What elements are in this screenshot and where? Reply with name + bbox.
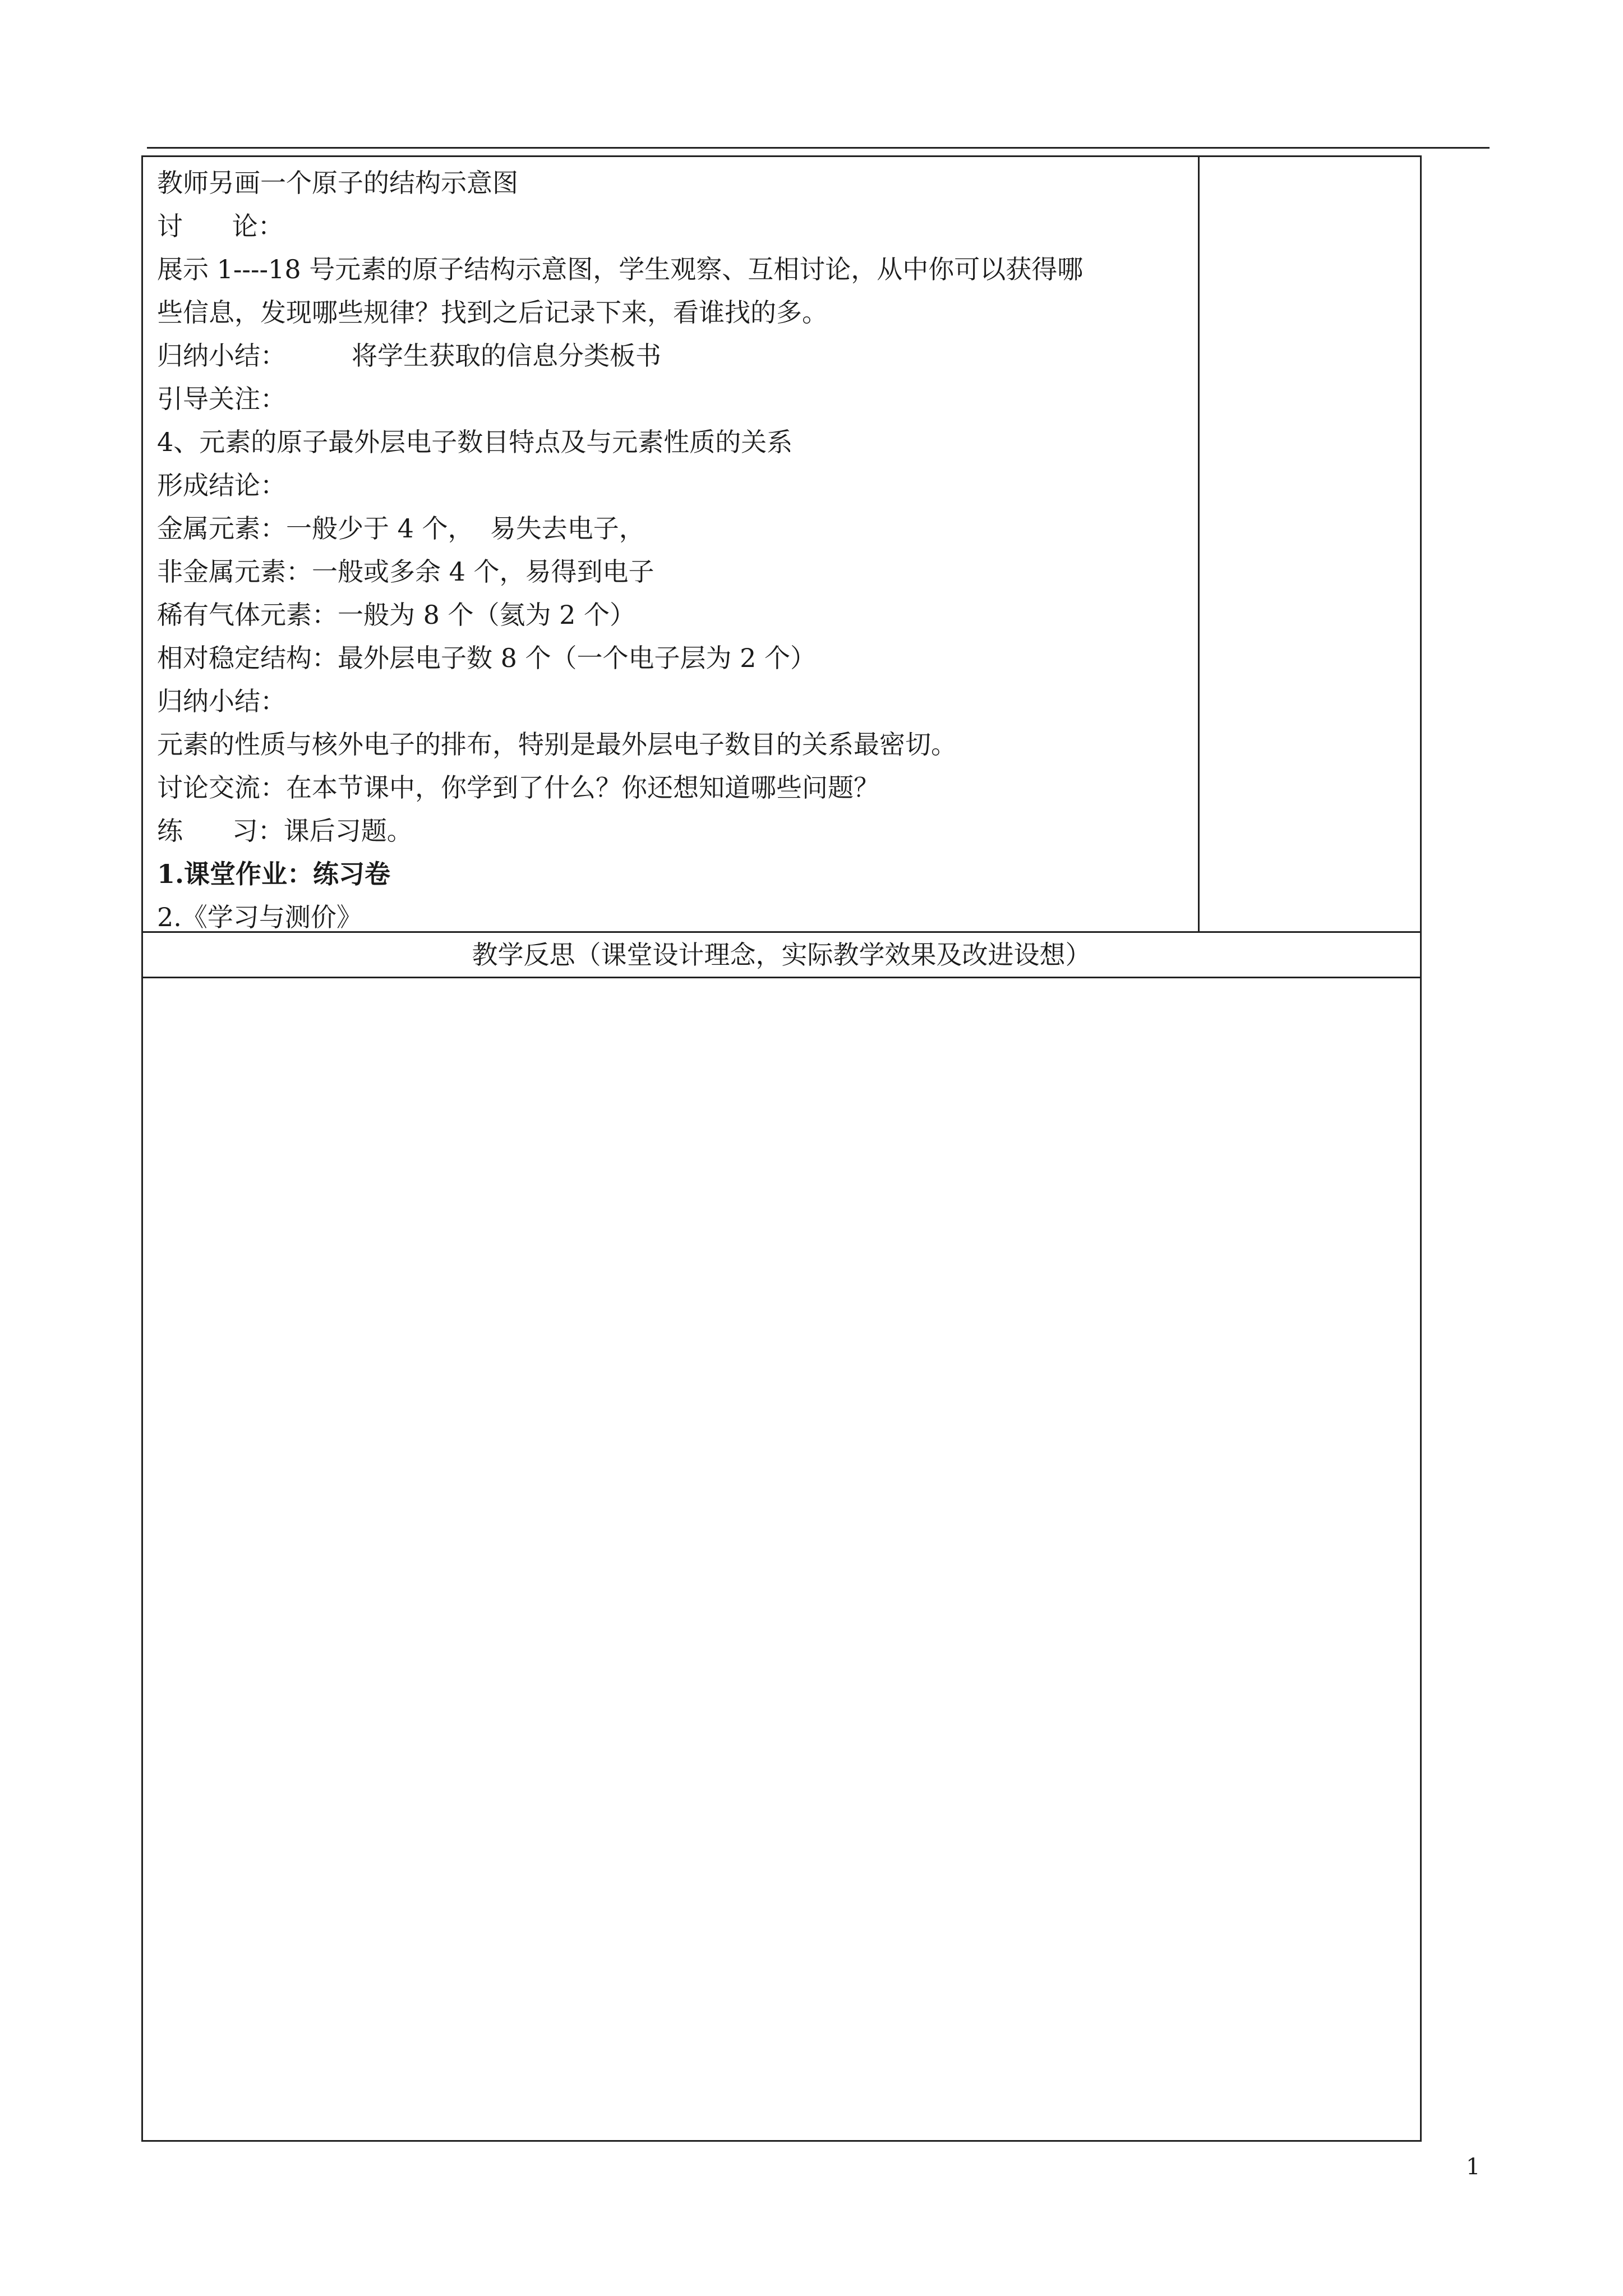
lesson-line: 4、元素的原子最外层电子数目特点及与元素性质的关系 <box>157 427 793 457</box>
lesson-line: 归纳小结： <box>157 686 286 716</box>
lesson-line: 相对稳定结构：最外层电子数 8 个（一个电子层为 2 个） <box>157 643 817 673</box>
lesson-process-cell <box>157 162 1189 939</box>
header-rule <box>147 147 1490 149</box>
page-number: 1 <box>1466 2154 1481 2180</box>
lesson-line: 讨论交流：在本节课中，你学到了什么？你还想知道哪些问题？ <box>157 772 879 803</box>
reflection-blank-area <box>143 978 1420 2140</box>
lesson-line: 非金属元素：一般或多余 4 个，易得到电子 <box>157 556 654 587</box>
lesson-line: 展示 1----18 号元素的原子结构示意图，学生观察、互相讨论，从中你可以获得哪 <box>157 254 1083 284</box>
lesson-line: 练 习：课后习题。 <box>157 816 413 846</box>
lesson-line: 2.《学习与测价》 <box>157 902 362 932</box>
lesson-line: 讨 论： <box>157 211 284 241</box>
lesson-line: 形成结论： <box>157 470 286 500</box>
lesson-line: 教师另画一个原子的结构示意图 <box>157 168 518 198</box>
reflection-heading: 教学反思（课堂设计理念，实际教学效果及改进设想） <box>472 940 1091 970</box>
notes-column-divider <box>1198 155 1200 933</box>
lesson-line: 归纳小结： 将学生获取的信息分类板书 <box>157 341 661 371</box>
lesson-line: 1.课堂作业：练习卷 <box>157 859 391 889</box>
lesson-line: 引导关注： <box>157 384 286 414</box>
lesson-line: 元素的性质与核外电子的排布，特别是最外层电子数目的关系最密切。 <box>157 729 957 760</box>
lesson-line: 稀有气体元素：一般为 8 个（氦为 2 个） <box>157 600 636 630</box>
lesson-line: 金属元素：一般少于 4 个， 易失去电子， <box>157 513 645 544</box>
lesson-line: 些信息，发现哪些规律？找到之后记录下来，看谁找的多。 <box>157 297 828 328</box>
